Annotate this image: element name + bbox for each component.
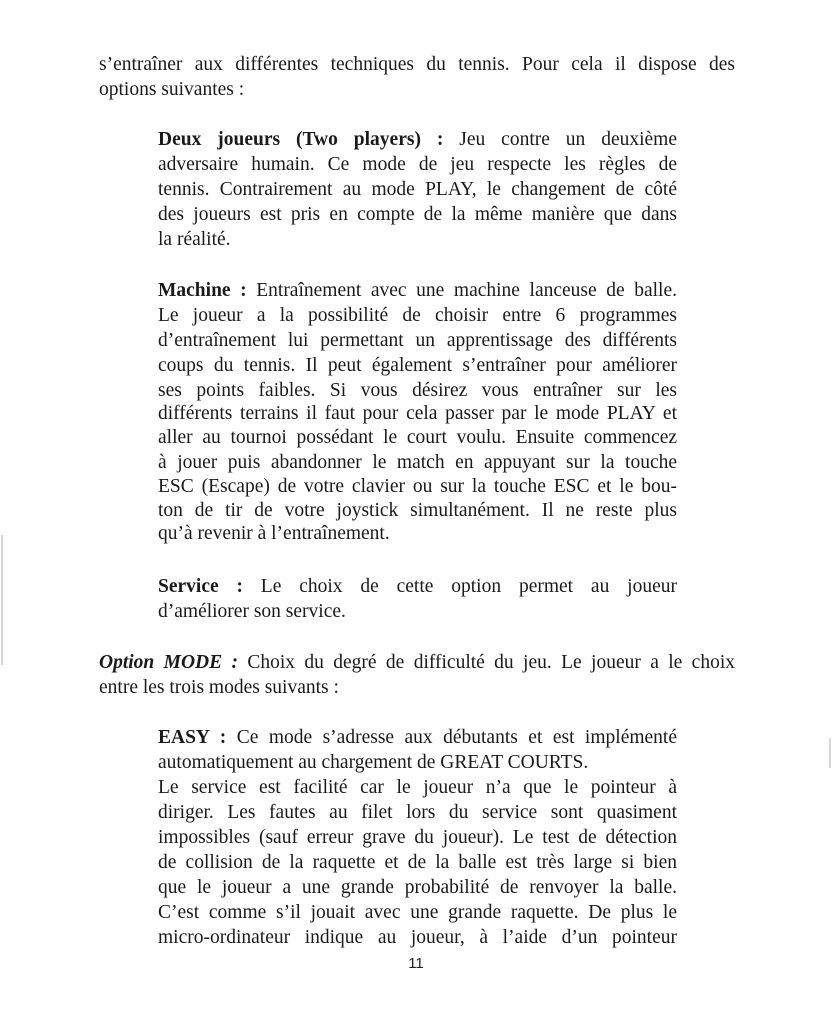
page-number: 11 bbox=[408, 955, 424, 972]
option-mode-line: entre les trois modes suivants : bbox=[99, 677, 339, 698]
deux-joueurs-line: des joueurs est pris en compte de la même manière que dans bbox=[158, 204, 677, 225]
option-mode-text: Choix du degré de difficulté du jeu. Le joueur a le choix bbox=[238, 652, 735, 673]
machine-line: ton de tir de votre joystick simultanément. Il ne reste plus bbox=[158, 500, 677, 521]
service-heading-line bbox=[158, 574, 677, 599]
deux-joueurs-line: la réalité. bbox=[158, 229, 231, 250]
machine-line: coups du tennis. Il peut également s’entraîner pour améliorer bbox=[158, 355, 677, 376]
machine-term: Machine : bbox=[158, 280, 247, 301]
scan-edge-mark bbox=[1, 535, 3, 665]
scan-edge-mark bbox=[829, 738, 831, 768]
intro-line: s’entraîner aux différentes techniques du tennis. Pour cela il dispose des bbox=[99, 54, 735, 75]
easy-heading-line bbox=[158, 725, 677, 750]
easy-line: de collision de la raquette et de la balle est très large si bien bbox=[158, 852, 677, 873]
option-mode-term: Option MODE : bbox=[99, 652, 238, 673]
easy-line: automatiquement au chargement de GREAT COURTS. bbox=[158, 752, 589, 773]
easy-line: micro-ordinateur indique au joueur, à l’aide d’un pointeur bbox=[158, 927, 677, 948]
easy-line: Le service est facilité car le joueur n’a que le pointeur à bbox=[158, 777, 677, 798]
easy-line: diriger. Les fautes au filet lors du service sont quasiment bbox=[158, 802, 677, 823]
machine-line: Le joueur a la possibilité de choisir entre 6 programmes bbox=[158, 305, 677, 326]
deux-joueurs-term: Deux joueurs (Two players) : bbox=[158, 129, 444, 150]
easy-line: C’est comme s’il jouait avec une grande raquette. De plus le bbox=[158, 902, 677, 923]
machine-text: Entraînement avec une machine lanceuse de balle. bbox=[246, 280, 677, 301]
machine-line: qu’à revenir à l’entraînement. bbox=[158, 523, 390, 544]
intro-line: options suivantes : bbox=[99, 79, 245, 100]
easy-text: Ce mode s’adresse aux débutants et est implémenté bbox=[226, 727, 677, 748]
machine-line: ESC (Escape) de votre clavier ou sur la touche ESC et le bou- bbox=[158, 476, 677, 497]
deux-joueurs-heading-line bbox=[158, 127, 677, 152]
machine-line: d’entraînement lui permettant un apprentissage des différents bbox=[158, 330, 677, 351]
machine-line: ses points faibles. Si vous désirez vous entraîner sur les bbox=[158, 380, 677, 401]
easy-term: EASY : bbox=[158, 727, 227, 748]
machine-heading-line bbox=[158, 278, 677, 303]
service-text: Le choix de cette option permet au joueur bbox=[242, 576, 677, 597]
machine-line: aller au tournoi possédant le court voulu. Ensuite commencez bbox=[158, 427, 677, 448]
option-mode-heading-line bbox=[99, 650, 735, 675]
service-line: d’améliorer son service. bbox=[158, 601, 346, 622]
deux-joueurs-line: tennis. Contrairement au mode PLAY, le changement de côté bbox=[158, 179, 677, 200]
deux-joueurs-line: adversaire humain. Ce mode de jeu respecte les règles de bbox=[158, 154, 677, 175]
deux-joueurs-text: Jeu contre un deuxième bbox=[443, 129, 677, 150]
easy-line: impossibles (sauf erreur grave du joueur). Le test de détection bbox=[158, 827, 677, 848]
service-term: Service : bbox=[158, 576, 243, 597]
machine-line: différents terrains il faut pour cela passer par le mode PLAY et bbox=[158, 403, 677, 424]
machine-line: à jouer puis abandonner le match en appuyant sur la touche bbox=[158, 452, 677, 473]
easy-line: que le joueur a une grande probabilité de renvoyer la balle. bbox=[158, 877, 677, 898]
